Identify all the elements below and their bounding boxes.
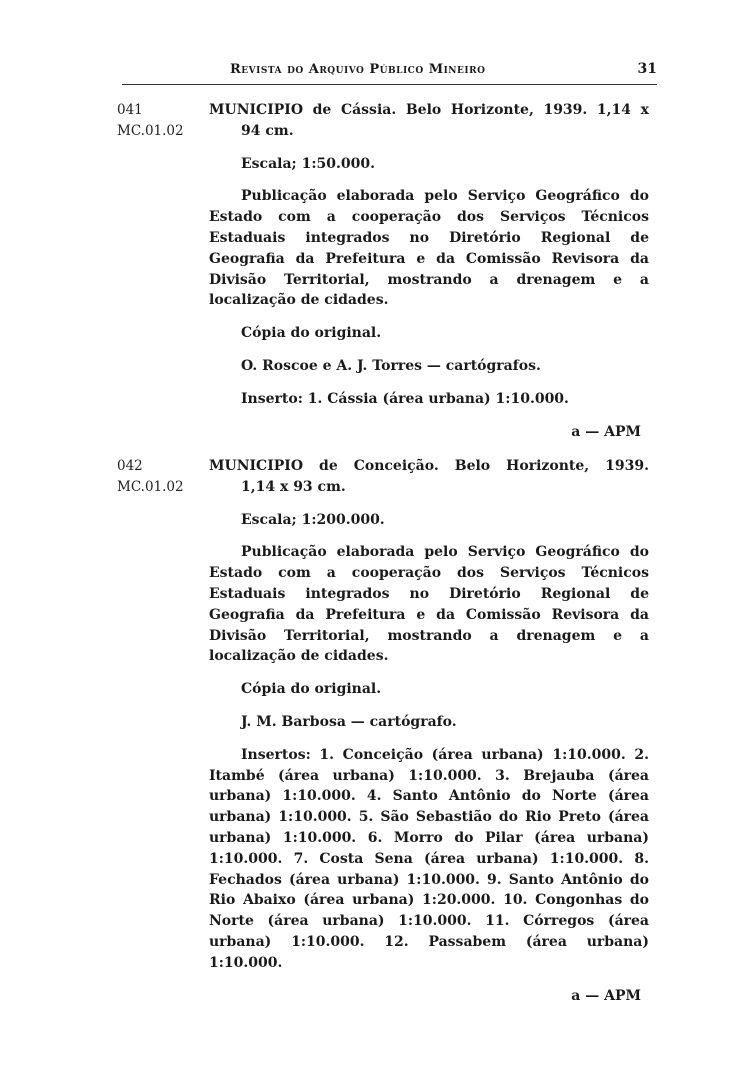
entry-number: 042 xyxy=(117,458,143,474)
entry-scale: Escala; 1:50.000. xyxy=(241,155,375,172)
entry-title-continuation: 94 cm. xyxy=(241,122,294,139)
entry-body xyxy=(209,456,649,1006)
running-title: Revista do Arquivo Público Mineiro xyxy=(230,62,486,77)
entry-body xyxy=(209,100,649,442)
entry-code: MC.01.02 xyxy=(117,479,184,495)
entry-title: MUNICIPIO de Conceição. Belo Horizonte, 1939. xyxy=(209,458,649,474)
entry-description: Publicação elaborada pelo Serviço Geográfico do Estado com a cooperação dos Serviços Técnicos Estaduais integrados no Diretório Regional de Geografia da Prefeitura e da Comissão Revisora da Divisão Territorial, mostrando a drenagem e a localização de cidades. xyxy=(209,544,649,665)
entry-scale: Escala; 1:200.000. xyxy=(241,511,385,528)
entry-copy-note: Cópia do original. xyxy=(241,325,382,342)
entry-description: Publicação elaborada pelo Serviço Geográfico do Estado com a cooperação dos Serviços Técnicos Estaduais integrados no Diretório Regional de Geografia da Prefeitura e da Comissão Revisora da Divisão Territorial, mostrando a drenagem e a localização de cidades. xyxy=(209,188,649,309)
entry-title-continuation: 1,14 x 93 cm. xyxy=(241,478,346,495)
entry-identifiers xyxy=(117,456,207,498)
entry-inserts: Inserto: 1. Cássia (área urbana) 1:10.000. xyxy=(241,390,569,407)
header-divider xyxy=(122,84,657,85)
entry-identifiers xyxy=(117,100,207,142)
entry-copy-note: Cópia do original. xyxy=(241,681,382,698)
entry-code: MC.01.02 xyxy=(117,123,184,139)
page-number: 31 xyxy=(637,61,657,77)
entry-number: 041 xyxy=(117,102,143,118)
entry-authors: O. Roscoe e A. J. Torres — cartógrafos. xyxy=(241,357,541,374)
entry-authors: J. M. Barbosa — cartógrafo. xyxy=(241,713,457,730)
entry-inserts: Insertos: 1. Conceição (área urbana) 1:10.000. 2. Itambé (área urbana) 1:10.000. 3. Brejauba (área urbana) 1:10.000. 4. Santo Antônio do Norte (área urbana) 1:10.000. 5. São Sebastião do Rio Preto (área urbana) 1:10.000. 6. Morro do Pilar (área urbana) 1:10.000. 7. Costa Sena (área urbana) 1:10.000. 8. Fechados (área urbana) 1:10.000. 9. Santo Antônio do Rio Abaixo (área urbana) 1:20.000. 10. Congonhas do Norte (área urbana) 1:10.000. 11. Córregos (área urbana) 1:10.000. 12. Passabem (área urbana) 1:10.000. xyxy=(209,746,649,971)
entry-title: MUNICIPIO de Cássia. Belo Horizonte, 1939. 1,14 x xyxy=(209,102,649,118)
entry-signature: a — APM xyxy=(571,423,641,440)
entry-signature: a — APM xyxy=(571,987,641,1004)
page-header xyxy=(122,60,657,82)
